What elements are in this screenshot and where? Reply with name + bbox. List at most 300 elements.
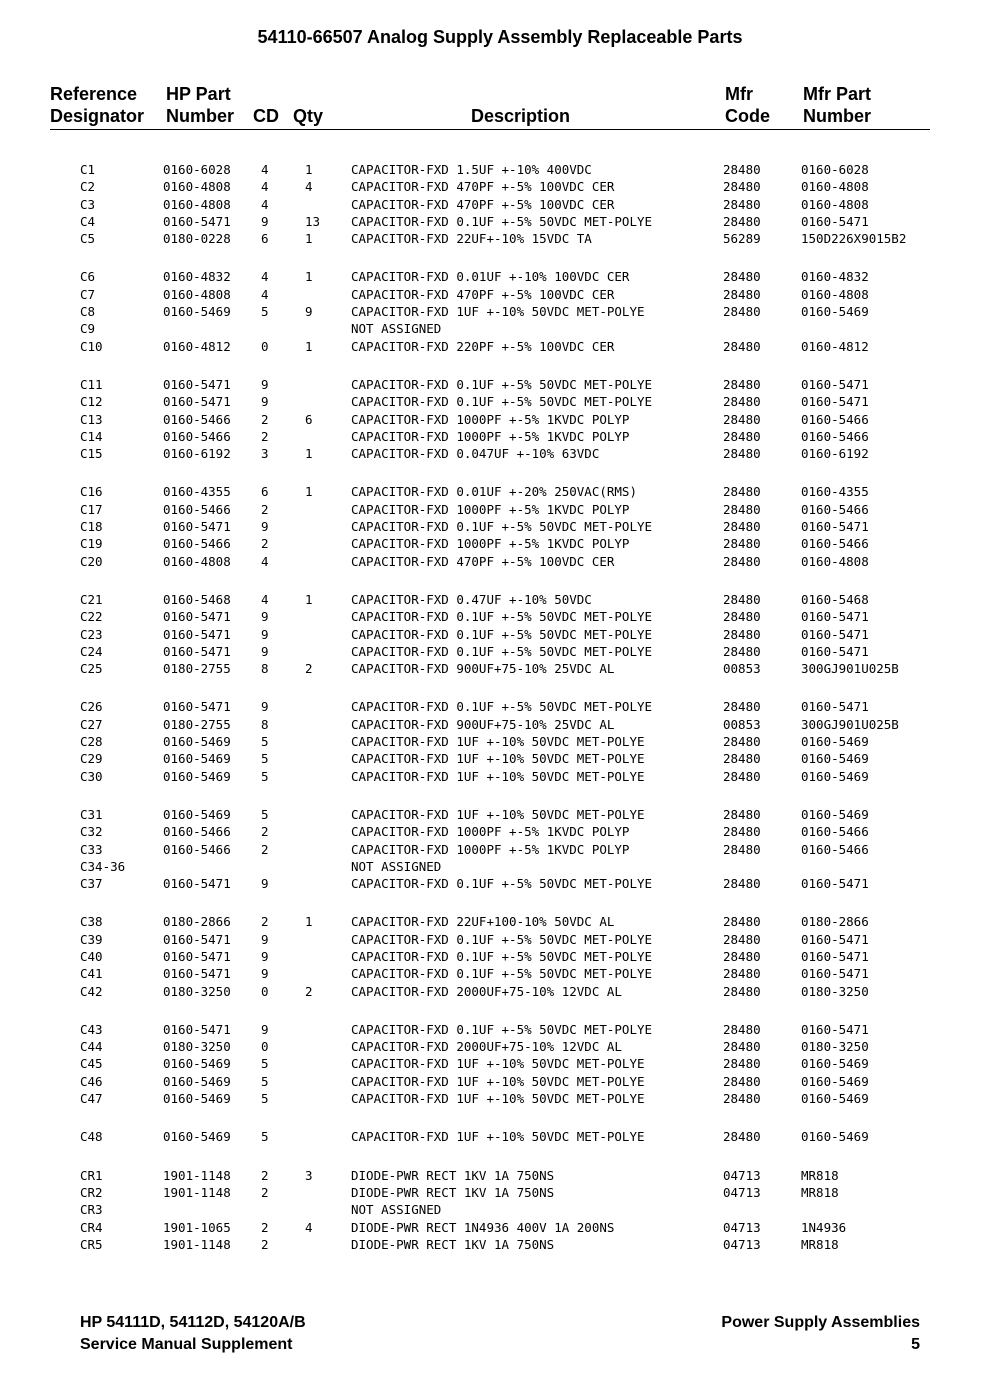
cell-mfr-code: 28480: [723, 213, 761, 229]
cell-description: CAPACITOR-FXD 470PF +-5% 100VDC CER: [351, 286, 615, 302]
table-row: [0, 501, 1000, 518]
cell-reference: C30: [80, 768, 103, 784]
footer-model: HP 54111D, 54112D, 54120A/B: [80, 1314, 306, 1331]
table-row: [0, 948, 1000, 965]
cell-description: CAPACITOR-FXD 0.1UF +-5% 50VDC MET-POLYE: [351, 376, 653, 392]
cell-description: CAPACITOR-FXD 1000PF +-5% 1KVDC POLYP: [351, 824, 630, 840]
cell-hp-part-number: 0160-4808: [163, 196, 231, 212]
cell-reference: CR3: [80, 1202, 103, 1218]
cell-reference: C17: [80, 501, 103, 517]
cell-description: CAPACITOR-FXD 1000PF +-5% 1KVDC POLYP: [351, 428, 630, 444]
cell-description: CAPACITOR-FXD 900UF+75-10% 25VDC AL: [351, 716, 615, 732]
cell-mfr-code: 28480: [723, 931, 761, 947]
cell-reference: C9: [80, 321, 96, 337]
table-row: [0, 230, 1000, 247]
table-row: [0, 483, 1000, 500]
cell-mfr-code: 28480: [723, 536, 761, 552]
cell-qty: 1: [305, 269, 313, 285]
cell-mfr-part-number: 0160-5471: [801, 394, 869, 410]
cell-mfr-code: 28480: [723, 553, 761, 569]
cell-reference: C1: [80, 162, 96, 177]
cell-cd: 5: [261, 1073, 269, 1089]
table-row: [0, 286, 1000, 303]
cell-mfr-code: 28480: [723, 1073, 761, 1089]
cell-cd: 4: [261, 553, 269, 569]
cell-description: DIODE-PWR RECT 1N4936 400V 1A 200NS: [351, 1219, 615, 1235]
cell-hp-part-number: 0160-4808: [163, 179, 231, 195]
cell-description: CAPACITOR-FXD 0.01UF +-10% 100VDC CER: [351, 269, 630, 285]
cell-hp-part-number: 0160-4355: [163, 484, 231, 500]
cell-reference: CR4: [80, 1219, 103, 1235]
cell-mfr-code: 00853: [723, 661, 761, 677]
table-row: [0, 806, 1000, 823]
cell-description: CAPACITOR-FXD 1UF +-10% 50VDC MET-POLYE: [351, 1129, 645, 1145]
cell-reference: C13: [80, 411, 103, 427]
cell-mfr-code: 28480: [723, 411, 761, 427]
cell-cd: 9: [261, 643, 269, 659]
cell-reference: CR2: [80, 1184, 103, 1200]
header-mfr-part-line1: Mfr Part: [803, 84, 872, 104]
cell-description: NOT ASSIGNED: [351, 858, 442, 874]
footer-manual: Service Manual Supplement: [80, 1336, 293, 1353]
cell-mfr-code: 28480: [723, 841, 761, 857]
cell-description: CAPACITOR-FXD 22UF+-10% 15VDC TA: [351, 231, 592, 247]
cell-cd: 8: [261, 716, 269, 732]
cell-mfr-code: 28480: [723, 1091, 761, 1107]
cell-hp-part-number: 0160-5471: [163, 1021, 231, 1037]
table-row: [0, 1021, 1000, 1038]
cell-mfr-part-number: 0160-5466: [801, 536, 869, 552]
cell-qty: 2: [305, 983, 313, 999]
cell-hp-part-number: 0160-5466: [163, 824, 231, 840]
cell-cd: 2: [261, 841, 269, 857]
cell-mfr-code: 28480: [723, 338, 761, 354]
cell-mfr-code: 28480: [723, 394, 761, 410]
cell-description: CAPACITOR-FXD 220PF +-5% 100VDC CER: [351, 338, 615, 354]
cell-hp-part-number: 1901-1065: [163, 1219, 231, 1235]
cell-reference: C33: [80, 841, 103, 857]
cell-reference: C39: [80, 931, 103, 947]
cell-qty: 4: [305, 1219, 313, 1235]
parts-table: [0, 161, 1000, 1253]
cell-reference: C48: [80, 1129, 103, 1145]
cell-mfr-code: 28480: [723, 501, 761, 517]
cell-cd: 9: [261, 394, 269, 410]
table-row: [0, 268, 1000, 285]
cell-qty: 6: [305, 411, 313, 427]
cell-cd: 9: [261, 931, 269, 947]
cell-mfr-code: 28480: [723, 948, 761, 964]
cell-description: CAPACITOR-FXD 0.1UF +-5% 50VDC MET-POLYE: [351, 948, 653, 964]
cell-hp-part-number: 0160-6028: [163, 162, 231, 177]
cell-qty: 3: [305, 1167, 313, 1183]
table-row: [0, 1236, 1000, 1253]
cell-hp-part-number: 0160-5469: [163, 806, 231, 822]
cell-hp-part-number: 0160-5466: [163, 428, 231, 444]
cell-mfr-part-number: 0160-5471: [801, 699, 869, 715]
cell-reference: C29: [80, 751, 103, 767]
cell-mfr-code: 28480: [723, 609, 761, 625]
cell-description: CAPACITOR-FXD 900UF+75-10% 25VDC AL: [351, 661, 615, 677]
cell-description: CAPACITOR-FXD 0.1UF +-5% 50VDC MET-POLYE: [351, 213, 653, 229]
table-row: [0, 393, 1000, 410]
cell-qty: 2: [305, 661, 313, 677]
cell-cd: 9: [261, 699, 269, 715]
cell-description: CAPACITOR-FXD 0.1UF +-5% 50VDC MET-POLYE: [351, 931, 653, 947]
cell-mfr-code: 28480: [723, 196, 761, 212]
cell-description: CAPACITOR-FXD 1.5UF +-10% 400VDC: [351, 162, 592, 177]
cell-mfr-part-number: 0180-2866: [801, 914, 869, 930]
cell-description: CAPACITOR-FXD 1000PF +-5% 1KVDC POLYP: [351, 411, 630, 427]
table-row: [0, 1184, 1000, 1201]
table-row: [0, 698, 1000, 715]
cell-hp-part-number: 0160-5469: [163, 734, 231, 750]
cell-reference: C24: [80, 643, 103, 659]
cell-hp-part-number: 0180-2755: [163, 661, 231, 677]
cell-cd: 9: [261, 376, 269, 392]
cell-hp-part-number: 0160-4808: [163, 553, 231, 569]
header-hp-part-line2: Number: [166, 106, 235, 126]
cell-hp-part-number: 0160-5466: [163, 501, 231, 517]
cell-hp-part-number: 0160-4808: [163, 286, 231, 302]
header-mfr-code-line2: Code: [725, 106, 770, 126]
cell-description: CAPACITOR-FXD 0.1UF +-5% 50VDC MET-POLYE: [351, 394, 653, 410]
table-row: [0, 716, 1000, 733]
cell-hp-part-number: 0180-3250: [163, 1039, 231, 1055]
cell-mfr-part-number: 0160-4355: [801, 484, 869, 500]
cell-cd: 9: [261, 948, 269, 964]
cell-description: CAPACITOR-FXD 1UF +-10% 50VDC MET-POLYE: [351, 806, 645, 822]
cell-hp-part-number: 0160-5469: [163, 1073, 231, 1089]
cell-mfr-code: 28480: [723, 304, 761, 320]
cell-reference: C34-36: [80, 858, 126, 874]
cell-mfr-code: 28480: [723, 699, 761, 715]
cell-mfr-code: 28480: [723, 1039, 761, 1055]
cell-cd: 5: [261, 734, 269, 750]
cell-mfr-code: 28480: [723, 1056, 761, 1072]
cell-hp-part-number: 0160-5469: [163, 1129, 231, 1145]
cell-cd: 2: [261, 824, 269, 840]
table-row: [0, 858, 1000, 875]
cell-mfr-part-number: 0160-6028: [801, 162, 869, 177]
table-row: [0, 303, 1000, 320]
cell-mfr-part-number: 0160-4808: [801, 553, 869, 569]
table-row: [0, 913, 1000, 930]
cell-reference: C43: [80, 1021, 103, 1037]
table-row: [0, 178, 1000, 195]
cell-description: CAPACITOR-FXD 1UF +-10% 50VDC MET-POLYE: [351, 304, 645, 320]
cell-reference: C41: [80, 966, 103, 982]
cell-mfr-code: 28480: [723, 286, 761, 302]
cell-cd: 4: [261, 286, 269, 302]
cell-cd: 9: [261, 1021, 269, 1037]
cell-mfr-part-number: 0160-4808: [801, 286, 869, 302]
cell-cd: 9: [261, 966, 269, 982]
cell-description: CAPACITOR-FXD 1000PF +-5% 1KVDC POLYP: [351, 841, 630, 857]
cell-cd: 3: [261, 446, 269, 462]
cell-reference: C38: [80, 914, 103, 930]
cell-description: CAPACITOR-FXD 0.01UF +-20% 250VAC(RMS): [351, 484, 637, 500]
cell-reference: C15: [80, 446, 103, 462]
table-row: [0, 931, 1000, 948]
cell-reference: C23: [80, 626, 103, 642]
cell-mfr-part-number: 0160-4808: [801, 196, 869, 212]
cell-mfr-code: 04713: [723, 1236, 761, 1252]
cell-cd: 0: [261, 1039, 269, 1055]
cell-cd: 4: [261, 269, 269, 285]
cell-hp-part-number: 0180-3250: [163, 983, 231, 999]
cell-hp-part-number: 0160-5471: [163, 931, 231, 947]
cell-cd: 2: [261, 536, 269, 552]
cell-description: DIODE-PWR RECT 1KV 1A 750NS: [351, 1167, 555, 1183]
page-number: 5: [911, 1336, 920, 1353]
cell-reference: C2: [80, 179, 96, 195]
cell-reference: C37: [80, 876, 103, 892]
cell-mfr-code: 00853: [723, 716, 761, 732]
cell-mfr-code: 04713: [723, 1184, 761, 1200]
cell-description: CAPACITOR-FXD 1UF +-10% 50VDC MET-POLYE: [351, 734, 645, 750]
table-row: [0, 841, 1000, 858]
cell-mfr-code: 28480: [723, 484, 761, 500]
cell-hp-part-number: 0160-5469: [163, 768, 231, 784]
cell-mfr-part-number: 150D226X9015B2: [801, 231, 907, 247]
cell-mfr-code: 28480: [723, 643, 761, 659]
cell-mfr-part-number: 0180-3250: [801, 983, 869, 999]
cell-description: CAPACITOR-FXD 2000UF+75-10% 12VDC AL: [351, 983, 622, 999]
cell-mfr-part-number: 300GJ901U025B: [801, 661, 899, 677]
cell-reference: C27: [80, 716, 103, 732]
cell-mfr-code: 28480: [723, 626, 761, 642]
cell-mfr-part-number: 0160-5471: [801, 966, 869, 982]
cell-reference: C21: [80, 591, 103, 607]
cell-mfr-part-number: 0160-5469: [801, 304, 869, 320]
table-row: [0, 875, 1000, 892]
cell-description: CAPACITOR-FXD 1UF +-10% 50VDC MET-POLYE: [351, 1056, 645, 1072]
cell-description: CAPACITOR-FXD 22UF+100-10% 50VDC AL: [351, 914, 615, 930]
cell-reference: C5: [80, 231, 96, 247]
table-row: [0, 626, 1000, 643]
cell-mfr-part-number: 0160-5469: [801, 1129, 869, 1145]
table-row: [0, 1055, 1000, 1072]
cell-description: CAPACITOR-FXD 0.1UF +-5% 50VDC MET-POLYE: [351, 626, 653, 642]
cell-qty: 1: [305, 338, 313, 354]
cell-description: CAPACITOR-FXD 0.1UF +-5% 50VDC MET-POLYE: [351, 966, 653, 982]
cell-mfr-part-number: 0160-5468: [801, 591, 869, 607]
table-row: [0, 338, 1000, 355]
header-cd: CD: [253, 106, 279, 126]
cell-mfr-part-number: 0160-5471: [801, 948, 869, 964]
cell-mfr-code: 28480: [723, 428, 761, 444]
cell-mfr-code: 28480: [723, 734, 761, 750]
cell-description: CAPACITOR-FXD 0.47UF +-10% 50VDC: [351, 591, 592, 607]
cell-reference: C31: [80, 806, 103, 822]
cell-hp-part-number: 0160-5466: [163, 841, 231, 857]
cell-hp-part-number: 0160-5471: [163, 626, 231, 642]
cell-description: CAPACITOR-FXD 1000PF +-5% 1KVDC POLYP: [351, 501, 630, 517]
cell-cd: 6: [261, 484, 269, 500]
cell-cd: 4: [261, 196, 269, 212]
header-hp-part-line1: HP Part: [166, 84, 231, 104]
cell-qty: 13: [305, 213, 321, 229]
table-row: [0, 411, 1000, 428]
table-row: [0, 1128, 1000, 1145]
cell-cd: 5: [261, 1056, 269, 1072]
cell-qty: 9: [305, 304, 313, 320]
cell-description: CAPACITOR-FXD 470PF +-5% 100VDC CER: [351, 196, 615, 212]
cell-cd: 5: [261, 806, 269, 822]
cell-reference: C7: [80, 286, 96, 302]
cell-mfr-part-number: 0160-4808: [801, 179, 869, 195]
cell-mfr-code: 28480: [723, 376, 761, 392]
cell-reference: C12: [80, 394, 103, 410]
cell-reference: C19: [80, 536, 103, 552]
cell-mfr-part-number: 0160-5471: [801, 376, 869, 392]
table-row: [0, 1090, 1000, 1107]
cell-mfr-part-number: 0180-3250: [801, 1039, 869, 1055]
table-row: [0, 1167, 1000, 1184]
cell-description: CAPACITOR-FXD 2000UF+75-10% 12VDC AL: [351, 1039, 622, 1055]
cell-mfr-code: 04713: [723, 1167, 761, 1183]
cell-hp-part-number: 0160-4832: [163, 269, 231, 285]
cell-mfr-part-number: 1N4936: [801, 1219, 847, 1235]
table-row: [0, 660, 1000, 677]
header-mfr-part-line2: Number: [803, 106, 872, 126]
cell-description: CAPACITOR-FXD 1UF +-10% 50VDC MET-POLYE: [351, 1073, 645, 1089]
cell-cd: 9: [261, 213, 269, 229]
cell-cd: 5: [261, 304, 269, 320]
cell-mfr-part-number: 0160-5466: [801, 411, 869, 427]
cell-cd: 2: [261, 1184, 269, 1200]
cell-description: CAPACITOR-FXD 470PF +-5% 100VDC CER: [351, 553, 615, 569]
cell-cd: 9: [261, 626, 269, 642]
cell-cd: 2: [261, 914, 269, 930]
table-row: [0, 1219, 1000, 1236]
page-title: 54110-66507 Analog Supply Assembly Replaceable Parts: [257, 27, 743, 47]
cell-description: CAPACITOR-FXD 0.1UF +-5% 50VDC MET-POLYE: [351, 609, 653, 625]
cell-reference: CR5: [80, 1236, 103, 1252]
cell-reference: C45: [80, 1056, 103, 1072]
cell-mfr-part-number: 0160-5471: [801, 626, 869, 642]
cell-cd: 2: [261, 411, 269, 427]
cell-hp-part-number: 0160-4812: [163, 338, 231, 354]
table-row: [0, 733, 1000, 750]
cell-cd: 2: [261, 1236, 269, 1252]
cell-hp-part-number: 0160-5471: [163, 948, 231, 964]
cell-hp-part-number: 0160-5471: [163, 643, 231, 659]
cell-hp-part-number: 0160-5471: [163, 876, 231, 892]
cell-reference: C4: [80, 213, 96, 229]
cell-reference: C26: [80, 699, 103, 715]
cell-mfr-code: 28480: [723, 269, 761, 285]
cell-hp-part-number: 1901-1148: [163, 1184, 231, 1200]
table-row: [0, 1073, 1000, 1090]
cell-cd: 0: [261, 983, 269, 999]
footer-section: Power Supply Assemblies: [721, 1314, 920, 1331]
table-row: [0, 983, 1000, 1000]
cell-reference: C8: [80, 304, 96, 320]
cell-reference: CR1: [80, 1167, 103, 1183]
cell-mfr-code: 28480: [723, 162, 761, 177]
cell-mfr-code: 04713: [723, 1219, 761, 1235]
cell-mfr-part-number: 0160-5469: [801, 1073, 869, 1089]
cell-hp-part-number: 1901-1148: [163, 1236, 231, 1252]
cell-hp-part-number: 0180-2755: [163, 716, 231, 732]
cell-mfr-part-number: 0160-4812: [801, 338, 869, 354]
table-row: [0, 1201, 1000, 1218]
table-row: [0, 643, 1000, 660]
table-row: [0, 750, 1000, 767]
cell-qty: 1: [305, 446, 313, 462]
header-reference-line2: Designator: [50, 106, 145, 126]
cell-cd: 9: [261, 876, 269, 892]
cell-mfr-part-number: 0160-5471: [801, 643, 869, 659]
cell-reference: C18: [80, 519, 103, 535]
cell-description: CAPACITOR-FXD 0.1UF +-5% 50VDC MET-POLYE: [351, 519, 653, 535]
cell-description: CAPACITOR-FXD 0.1UF +-5% 50VDC MET-POLYE: [351, 699, 653, 715]
cell-mfr-code: 28480: [723, 519, 761, 535]
header-qty: Qty: [293, 106, 324, 126]
cell-mfr-part-number: 0160-5469: [801, 768, 869, 784]
cell-qty: 1: [305, 914, 313, 930]
table-row: [0, 445, 1000, 462]
cell-cd: 8: [261, 661, 269, 677]
cell-hp-part-number: 1901-1148: [163, 1167, 231, 1183]
cell-mfr-code: 28480: [723, 983, 761, 999]
cell-description: CAPACITOR-FXD 1UF +-10% 50VDC MET-POLYE: [351, 768, 645, 784]
cell-mfr-code: 56289: [723, 231, 761, 247]
cell-mfr-code: 28480: [723, 179, 761, 195]
cell-mfr-part-number: 0160-5466: [801, 824, 869, 840]
cell-hp-part-number: 0160-6192: [163, 446, 231, 462]
cell-reference: C25: [80, 661, 103, 677]
cell-mfr-part-number: MR818: [801, 1184, 839, 1200]
cell-hp-part-number: 0160-5469: [163, 1056, 231, 1072]
cell-description: DIODE-PWR RECT 1KV 1A 750NS: [351, 1236, 555, 1252]
cell-mfr-code: 28480: [723, 876, 761, 892]
cell-hp-part-number: 0160-5471: [163, 966, 231, 982]
table-row: [0, 213, 1000, 230]
cell-mfr-code: 28480: [723, 591, 761, 607]
table-row: [0, 823, 1000, 840]
cell-hp-part-number: 0160-5466: [163, 536, 231, 552]
table-row: [0, 196, 1000, 213]
cell-cd: 9: [261, 519, 269, 535]
header-rule: [50, 129, 930, 130]
cell-reference: C42: [80, 983, 103, 999]
cell-mfr-part-number: 0160-5469: [801, 734, 869, 750]
cell-qty: 1: [305, 162, 313, 177]
cell-reference: C3: [80, 196, 96, 212]
cell-mfr-code: 28480: [723, 914, 761, 930]
cell-reference: C46: [80, 1073, 103, 1089]
cell-description: CAPACITOR-FXD 0.1UF +-5% 50VDC MET-POLYE: [351, 1021, 653, 1037]
header-reference-line1: Reference: [50, 84, 138, 104]
cell-hp-part-number: 0180-2866: [163, 914, 231, 930]
cell-reference: C6: [80, 269, 96, 285]
cell-cd: 5: [261, 1091, 269, 1107]
cell-mfr-part-number: 0160-5471: [801, 1021, 869, 1037]
cell-hp-part-number: 0160-5471: [163, 609, 231, 625]
cell-mfr-part-number: 0160-5471: [801, 519, 869, 535]
cell-mfr-code: 28480: [723, 446, 761, 462]
cell-hp-part-number: 0160-5471: [163, 699, 231, 715]
cell-reference: C22: [80, 609, 103, 625]
table-row: [0, 535, 1000, 552]
table-row: [0, 428, 1000, 445]
cell-mfr-code: 28480: [723, 806, 761, 822]
cell-reference: C14: [80, 428, 103, 444]
cell-mfr-code: 28480: [723, 966, 761, 982]
